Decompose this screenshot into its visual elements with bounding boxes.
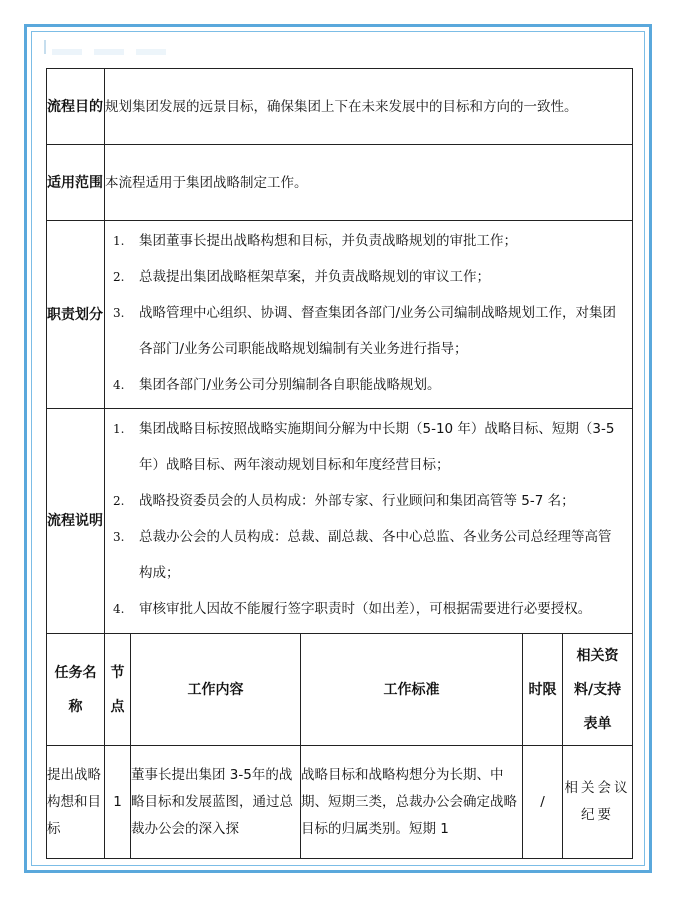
notes-content xyxy=(105,409,633,634)
list-text: 总裁提出集团战略框架草案，并负责战略规划的审议工作； xyxy=(139,268,490,285)
list-number: 3. xyxy=(113,530,125,544)
scope-text: 本流程适用于集团战略制定工作。 xyxy=(105,145,633,221)
list-item xyxy=(113,367,624,403)
list-item xyxy=(113,591,624,627)
table-row xyxy=(47,746,633,859)
list-text: 集团董事长提出战略构想和目标，并负责战略规划的审批工作； xyxy=(139,232,517,249)
scope-label: 适用范围 xyxy=(47,145,105,221)
header-standard: 工作标准 xyxy=(301,634,523,746)
list-item xyxy=(113,411,624,483)
list-item xyxy=(113,223,624,259)
purpose-row xyxy=(47,69,633,145)
scope-row xyxy=(47,145,633,221)
list-number: 1. xyxy=(113,422,125,436)
list-number: 4. xyxy=(113,377,125,392)
header-materials: 相关资料/支持表单 xyxy=(563,634,633,746)
list-number: 4. xyxy=(113,602,125,616)
list-number: 1. xyxy=(113,233,125,248)
header-task-name: 任务名称 xyxy=(47,634,105,746)
header-time-limit: 时限 xyxy=(523,634,563,746)
duties-list xyxy=(105,223,632,407)
list-number: 2. xyxy=(113,269,125,284)
time-limit-cell: / xyxy=(523,746,563,859)
task-name-cell: 提出战略构想和目标 xyxy=(47,746,105,859)
list-text: 审核审批人因故不能履行签字职责时（如出差），可根据需要进行必要授权。 xyxy=(139,601,592,617)
notes-label: 流程说明 xyxy=(47,409,105,634)
faded-header-mark xyxy=(44,40,206,54)
duties-content xyxy=(105,221,633,409)
standard-cell: 战略目标和战略构想分为长期、中期、短期三类，总裁办公会确定战略目标的归属类别。短期 1 xyxy=(301,746,523,859)
notes-list xyxy=(105,411,632,631)
content-cell: 董事长提出集团 3-5年的战略目标和发展蓝图，通过总裁办公会的深入探 xyxy=(131,746,301,859)
list-item xyxy=(113,483,624,519)
header-node: 节点 xyxy=(105,634,131,746)
task-header-row xyxy=(47,634,633,746)
node-cell: 1 xyxy=(105,746,131,859)
list-item xyxy=(113,259,624,295)
list-text: 战略投资委员会的人员构成：外部专家、行业顾问和集团高管等 5-7 名； xyxy=(139,493,575,509)
duties-row xyxy=(47,221,633,409)
header-content: 工作内容 xyxy=(131,634,301,746)
purpose-label: 流程目的 xyxy=(47,69,105,145)
notes-row xyxy=(47,409,633,634)
list-text: 战略管理中心组织、协调、督查集团各部门/业务公司编制战略规划工作，对集团各部门/业务公司职能战略规划编制有关业务进行指导； xyxy=(139,304,617,357)
list-number: 2. xyxy=(113,494,125,508)
duties-label: 职责划分 xyxy=(47,221,105,409)
materials-cell: 相关会议纪要 xyxy=(563,746,633,859)
list-number: 3. xyxy=(113,305,125,320)
list-text: 集团各部门/业务公司分别编制各自职能战略规划。 xyxy=(139,376,441,393)
list-text: 集团战略目标按照战略实施期间分解为中长期（5-10 年）战略目标、短期（3-5 年）战略目标、两年滚动规划目标和年度经营目标； xyxy=(139,421,615,473)
purpose-text: 规划集团发展的远景目标，确保集团上下在未来发展中的目标和方向的一致性。 xyxy=(105,69,633,145)
list-item xyxy=(113,519,624,591)
process-document-table xyxy=(46,68,633,859)
list-text: 总裁办公会的人员构成：总裁、副总裁、各中心总监、各业务公司总经理等高管构成； xyxy=(139,529,612,581)
list-item xyxy=(113,295,624,367)
